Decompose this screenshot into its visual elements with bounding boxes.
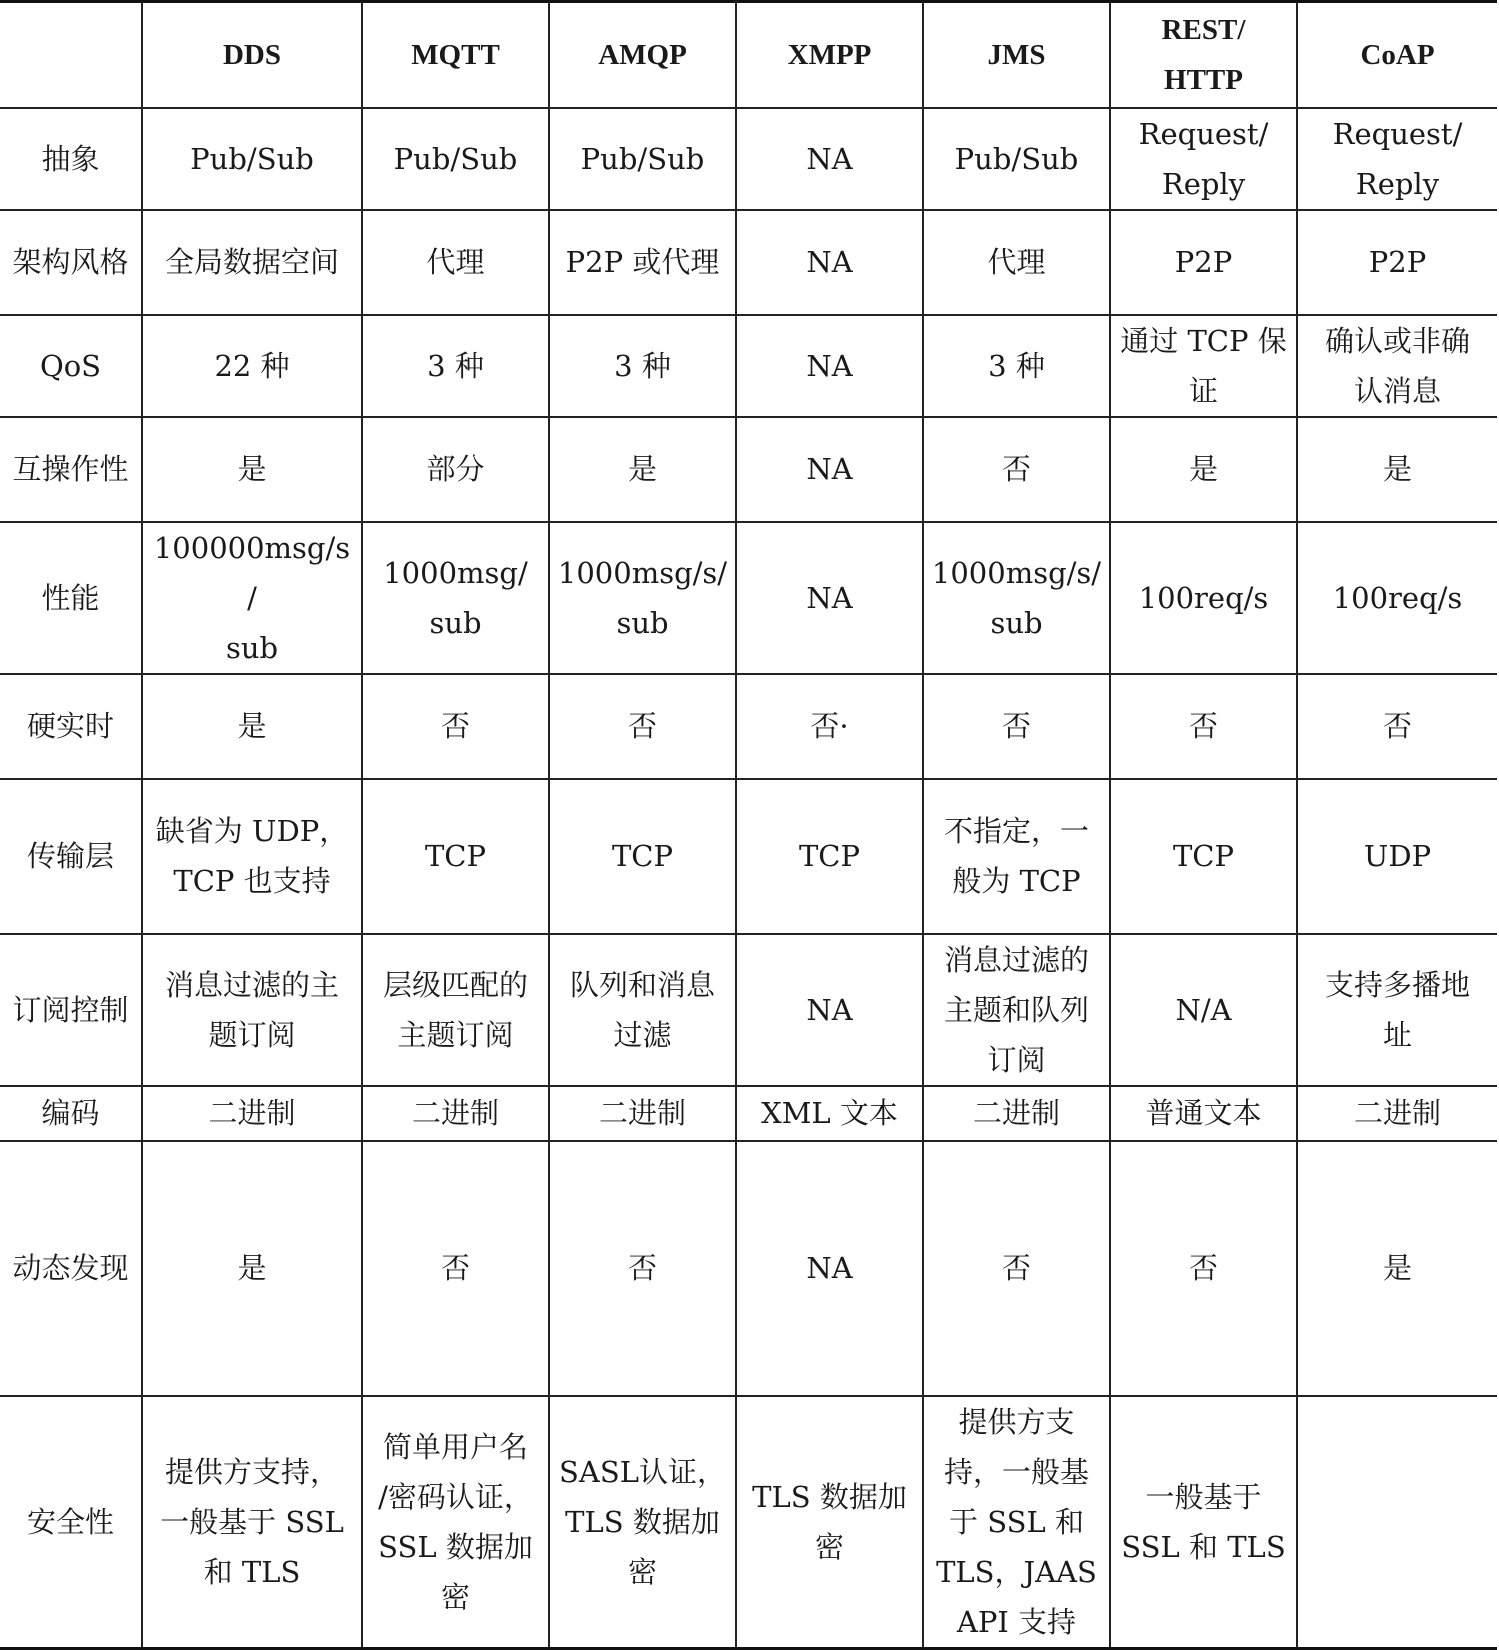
cell-line: 和 TLS [203, 1554, 301, 1589]
table-cell: 否 [362, 674, 549, 779]
cell-line: SASL认证， [559, 1454, 726, 1489]
table-row [0, 1396, 1497, 1649]
table-cell [923, 522, 1110, 674]
cell-line: 不指定，一 [943, 814, 1089, 848]
cell-line: 过滤 [613, 1017, 672, 1052]
table-cell: NA [736, 108, 923, 210]
table-cell: NA [736, 210, 923, 315]
cell-line: Reply [1161, 166, 1246, 201]
header-corner [0, 2, 142, 108]
table-cell [1110, 108, 1297, 210]
cell-line: 认消息 [1353, 373, 1441, 408]
table-cell: 3 种 [923, 315, 1110, 417]
table-cell: 否 [549, 674, 736, 779]
table-cell [1297, 108, 1497, 210]
column-header: CoAP [1297, 2, 1497, 108]
row-header: 编码 [0, 1086, 142, 1141]
table-cell: 二进制 [923, 1086, 1110, 1141]
table-cell [362, 1396, 549, 1649]
row-header: 安全性 [0, 1396, 142, 1649]
table-cell: 全局数据空间 [142, 210, 362, 315]
table-body [0, 108, 1497, 1649]
table-cell: N/A [1110, 934, 1297, 1086]
table-row [0, 315, 1497, 417]
table-cell: 否 [923, 417, 1110, 522]
cell-line: 缺省为 UDP， [155, 814, 349, 848]
table-cell: UDP [1297, 779, 1497, 934]
table-cell: 是 [1297, 417, 1497, 522]
cell-line: Request/ [1138, 116, 1269, 151]
table-cell: 100req/s [1297, 522, 1497, 674]
cell-line: 址 [1382, 1017, 1412, 1052]
table-cell: P2P [1297, 210, 1497, 315]
table-cell: 否 [1110, 1141, 1297, 1396]
cell-line: 消息过滤的主 [164, 967, 339, 1002]
cell-line: 队列和消息 [569, 967, 715, 1002]
table-cell: 二进制 [1297, 1086, 1497, 1141]
cell-line: TLS，JAAS [936, 1554, 1097, 1589]
table-cell: 是 [1297, 1141, 1497, 1396]
table-cell [142, 934, 362, 1086]
cell-line: 主题订阅 [397, 1017, 514, 1052]
table-cell: Pub/Sub [362, 108, 549, 210]
cell-line: 支持多播地 [1324, 967, 1470, 1002]
table-cell: Pub/Sub [923, 108, 1110, 210]
header-row [0, 2, 1497, 108]
table-cell: TCP [362, 779, 549, 934]
cell-line: HTTP [1164, 63, 1243, 96]
cell-line: 密 [627, 1554, 657, 1589]
table-cell: NA [736, 315, 923, 417]
table-cell [1110, 315, 1297, 417]
table-cell: 3 种 [549, 315, 736, 417]
table-cell: 否 [1297, 674, 1497, 779]
row-header: 架构风格 [0, 210, 142, 315]
table-cell: 是 [142, 417, 362, 522]
cell-line: sub [429, 605, 482, 640]
table-cell: 3 种 [362, 315, 549, 417]
cell-line: 订阅 [987, 1042, 1046, 1077]
cell-line: 持，一般基 [943, 1454, 1089, 1489]
cell-line: 1000msg/ [383, 555, 528, 590]
table-row [0, 210, 1497, 315]
cell-line: 1000msg/s/ [557, 555, 728, 590]
cell-line: sub [990, 605, 1043, 640]
table-cell: NA [736, 934, 923, 1086]
table-cell: 否 [1110, 674, 1297, 779]
table-cell: 是 [142, 1141, 362, 1396]
cell-line: 层级匹配的 [382, 967, 528, 1002]
column-header: DDS [142, 2, 362, 108]
table-cell: Pub/Sub [142, 108, 362, 210]
table-cell: 否 [923, 674, 1110, 779]
cell-line: SSL 和 TLS [1121, 1529, 1286, 1564]
table-row [0, 1141, 1497, 1396]
cell-line: 消息过滤的 [943, 942, 1089, 977]
table-cell: NA [736, 417, 923, 522]
cell-line: 密 [814, 1529, 844, 1564]
row-header: 传输层 [0, 779, 142, 934]
row-header: 动态发现 [0, 1141, 142, 1396]
column-header [1110, 2, 1297, 108]
table-cell [923, 779, 1110, 934]
row-header: 互操作性 [0, 417, 142, 522]
table-cell: 是 [1110, 417, 1297, 522]
table-cell [142, 522, 362, 674]
table-cell: 否 [923, 1141, 1110, 1396]
table-cell: NA [736, 522, 923, 674]
row-header: 抽象 [0, 108, 142, 210]
table-cell: NA [736, 1141, 923, 1396]
column-header: MQTT [362, 2, 549, 108]
row-header: QoS [0, 315, 142, 417]
cell-line: API 支持 [956, 1604, 1077, 1639]
cell-line: 般为 TCP [952, 864, 1081, 898]
row-header: 硬实时 [0, 674, 142, 779]
table-cell: TCP [549, 779, 736, 934]
table-cell: XML 文本 [736, 1086, 923, 1141]
cell-line: Reply [1355, 166, 1440, 201]
table-cell: TCP [736, 779, 923, 934]
row-header: 性能 [0, 522, 142, 674]
table-row [0, 934, 1497, 1086]
cell-line: /密码认证， [378, 1479, 533, 1514]
cell-line: 简单用户名 [382, 1429, 528, 1464]
table-cell: 代理 [362, 210, 549, 315]
column-header: JMS [923, 2, 1110, 108]
cell-line: sub [616, 605, 669, 640]
cell-line: 一般基于 [1145, 1479, 1262, 1514]
table-header [0, 2, 1497, 108]
cell-line: 1000msg/s/ [931, 555, 1102, 590]
cell-line: REST/ [1161, 13, 1246, 46]
cell-line: TCP 也支持 [173, 864, 331, 898]
row-header: 订阅控制 [0, 934, 142, 1086]
table-cell [1297, 315, 1497, 417]
table-cell [923, 934, 1110, 1086]
table-cell [1297, 1396, 1497, 1649]
column-header: AMQP [549, 2, 736, 108]
table-cell: 二进制 [362, 1086, 549, 1141]
table-cell [362, 522, 549, 674]
cell-line: 确认或非确 [1324, 323, 1470, 358]
table-cell: Pub/Sub [549, 108, 736, 210]
cell-line: 于 SSL 和 [949, 1504, 1084, 1539]
table-row [0, 108, 1497, 210]
table-cell [549, 934, 736, 1086]
table-cell: 22 种 [142, 315, 362, 417]
table-cell: 部分 [362, 417, 549, 522]
cell-line: 一般基于 SSL [160, 1504, 344, 1539]
table-cell: P2P [1110, 210, 1297, 315]
cell-line: 提供方支 [958, 1404, 1075, 1439]
table-cell [1110, 1396, 1297, 1649]
table-cell [736, 1396, 923, 1649]
table-cell: 是 [549, 417, 736, 522]
cell-line: 通过 TCP 保 [1120, 323, 1287, 358]
table-row [0, 779, 1497, 934]
cell-line: 证 [1188, 373, 1218, 408]
cell-line: TLS 数据加 [752, 1479, 907, 1514]
cell-line: 100000msg/s/ [153, 530, 351, 615]
table-cell [1297, 934, 1497, 1086]
table-cell [923, 1396, 1110, 1649]
table-cell [362, 934, 549, 1086]
table-cell: 普通文本 [1110, 1086, 1297, 1141]
cell-line: 题订阅 [208, 1017, 296, 1052]
table-cell: 否 [362, 1141, 549, 1396]
table-cell [142, 1396, 362, 1649]
table-cell [549, 1396, 736, 1649]
table-row [0, 674, 1497, 779]
cell-line: 主题和队列 [943, 992, 1089, 1027]
table-cell: 是 [142, 674, 362, 779]
table-cell: 否· [736, 674, 923, 779]
cell-line: TLS 数据加 [565, 1504, 720, 1539]
table-cell [549, 522, 736, 674]
cell-line: SSL 数据加 [378, 1529, 533, 1564]
cell-line: sub [225, 630, 279, 665]
table-cell: 代理 [923, 210, 1110, 315]
table-cell: 否 [549, 1141, 736, 1396]
table-cell: P2P 或代理 [549, 210, 736, 315]
table-row [0, 522, 1497, 674]
cell-line: 提供方支持， [164, 1454, 339, 1489]
table-cell: 100req/s [1110, 522, 1297, 674]
table-cell [142, 779, 362, 934]
cell-line: Request/ [1332, 116, 1463, 151]
cell-line: 密 [440, 1579, 470, 1614]
column-header: XMPP [736, 2, 923, 108]
table-row [0, 417, 1497, 522]
table-cell: TCP [1110, 779, 1297, 934]
table-cell: 二进制 [142, 1086, 362, 1141]
table-cell: 二进制 [549, 1086, 736, 1141]
table-row [0, 1086, 1497, 1141]
